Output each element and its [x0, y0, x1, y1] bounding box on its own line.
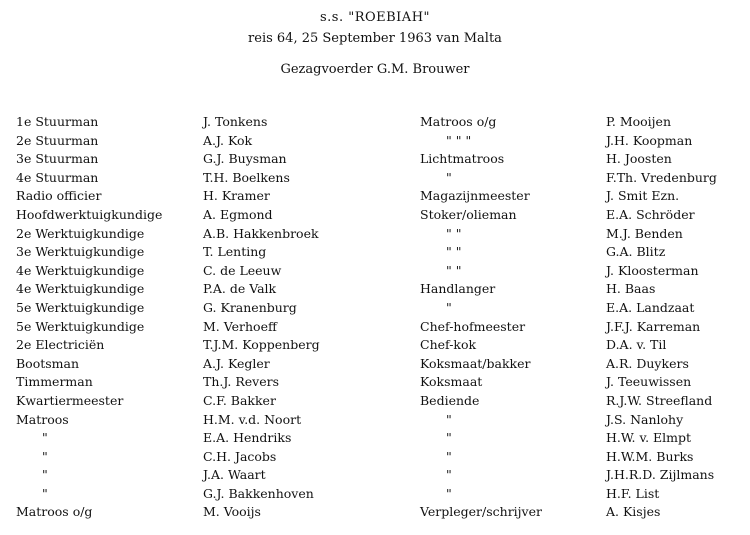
crew-name: J. Smit Ezn.: [606, 188, 680, 204]
crew-name: J.H. Koopman: [606, 132, 693, 148]
crew-function: Lichtmatroos: [420, 151, 505, 167]
crew-name: J. Teeuwissen: [606, 374, 692, 390]
crew-name: T. Lenting: [203, 244, 267, 260]
crew-name: A. Kisjes: [606, 504, 661, 520]
crew-name: P.A. de Valk: [203, 281, 277, 297]
crew-name: G.J. Bakkenhoven: [203, 485, 314, 501]
crew-function: Chef-kok: [420, 337, 477, 353]
crew-function: Magazijnmeester: [420, 188, 530, 204]
crew-name: F.Th. Vredenburg: [606, 169, 717, 185]
crew-name: H. Joosten: [606, 151, 672, 167]
crew-function: 2e Stuurman: [16, 132, 99, 148]
crew-function: ": [446, 485, 452, 501]
crew-function: Bediende: [420, 392, 480, 408]
crew-function: 5e Werktuigkundige: [16, 299, 145, 315]
crew-function: 2e Electriciën: [16, 337, 105, 353]
crew-function: ": [446, 299, 452, 315]
crew-function: Bootsman: [16, 355, 80, 371]
crew-name: J.H.R.D. Zijlmans: [606, 467, 715, 483]
crew-function: Chef-hofmeester: [420, 318, 526, 334]
crew-name: H.F. List: [606, 485, 660, 501]
voyage-line: reis 64, 25 September 1963 van Malta: [248, 31, 502, 46]
crew-function: Verpleger/schrijver: [420, 504, 542, 520]
crew-function: 4e Stuurman: [16, 169, 99, 185]
crew-name: P. Mooijen: [606, 114, 671, 129]
crew-name: G. Kranenburg: [203, 299, 297, 315]
crew-function: Matroos o/g: [16, 504, 93, 520]
crew-function: ": [446, 430, 452, 446]
crew-function: " ": [446, 225, 462, 241]
crew-function: " " ": [446, 132, 472, 148]
crew-name: E.A. Landzaat: [606, 299, 695, 315]
crew-function: Stoker/olieman: [420, 206, 517, 222]
crew-function: Matroos: [16, 411, 69, 427]
crew-name: J.S. Nanlohy: [606, 411, 684, 427]
crew-function: ": [446, 411, 452, 427]
crew-function: 3e Stuurman: [16, 151, 99, 167]
crew-name: C.H. Jacobs: [203, 448, 277, 464]
crew-name: C.F. Bakker: [203, 392, 276, 408]
crew-function: Koksmaat: [420, 374, 483, 390]
crew-function: ": [42, 430, 48, 446]
crew-function: ": [446, 448, 452, 464]
crew-name: D.A. v. Til: [606, 337, 667, 353]
crew-function: Hoofdwerktuigkundige: [16, 206, 163, 222]
crew-function: ": [446, 169, 452, 185]
crew-function: ": [446, 467, 452, 483]
crew-name: G.A. Blitz: [606, 244, 666, 260]
crew-function: Timmerman: [16, 374, 93, 390]
crew-name: A. Egmond: [203, 206, 273, 222]
ship-name: s.s. "ROEBIAH": [319, 10, 431, 25]
crew-name: J. Tonkens: [203, 114, 268, 129]
left-functions-column: [16, 113, 162, 522]
crew-function: 2e Werktuigkundige: [16, 225, 145, 241]
crew-name: J.A. Waart: [203, 467, 266, 483]
crew-name: T.H. Boelkens: [203, 169, 290, 185]
crew-name: E.A. Schröder: [606, 206, 695, 222]
crew-function: 4e Werktuigkundige: [16, 281, 145, 297]
crew-function: Koksmaat/bakker: [420, 355, 531, 371]
crew-name: J. Kloosterman: [606, 262, 699, 278]
crew-name: M. Vooijs: [203, 504, 261, 520]
crew-function: ": [42, 485, 48, 501]
crew-name: A.J. Kok: [203, 132, 253, 148]
crew-name: M. Verhoeff: [203, 318, 277, 334]
crew-name: A.R. Duykers: [606, 355, 689, 371]
crew-name: H.W.M. Burks: [606, 448, 694, 464]
left-names-column: [203, 113, 320, 522]
crew-name: A.J. Kegler: [203, 355, 270, 371]
crew-name: H.M. v.d. Noort: [203, 411, 302, 427]
crew-name: C. de Leeuw: [203, 262, 282, 278]
crew-name: R.J.W. Streefland: [606, 392, 713, 408]
crew-name: M.J. Benden: [606, 225, 683, 241]
crew-name: H. Kramer: [203, 188, 270, 204]
crew-function: 3e Werktuigkundige: [16, 244, 145, 260]
crew-name: Th.J. Revers: [203, 374, 280, 390]
right-functions-column: [420, 113, 542, 522]
crew-function: ": [42, 448, 48, 464]
crew-name: A.B. Hakkenbroek: [203, 225, 319, 241]
crew-name: H.W. v. Elmpt: [606, 430, 692, 446]
crew-function: " ": [446, 262, 462, 278]
crew-function: 1e Stuurman: [16, 114, 99, 129]
crew-name: J.F.J. Karreman: [606, 318, 701, 334]
right-names-column: [606, 113, 717, 522]
crew-function: Kwartiermeester: [16, 392, 124, 408]
crew-function: 4e Werktuigkundige: [16, 262, 145, 278]
crew-function: ": [42, 467, 48, 483]
crew-name: H. Baas: [606, 281, 656, 297]
crew-name: G.J. Buysman: [203, 151, 287, 167]
crew-function: Handlanger: [420, 281, 496, 297]
crew-name: T.J.M. Koppenberg: [203, 337, 320, 353]
crew-function: Radio officier: [16, 188, 102, 204]
captain-line: Gezagvoerder G.M. Brouwer: [280, 62, 470, 77]
crew-function: Matroos o/g: [420, 114, 497, 129]
crew-name: E.A. Hendriks: [203, 430, 292, 446]
crew-function: " ": [446, 244, 462, 260]
crew-function: 5e Werktuigkundige: [16, 318, 145, 334]
